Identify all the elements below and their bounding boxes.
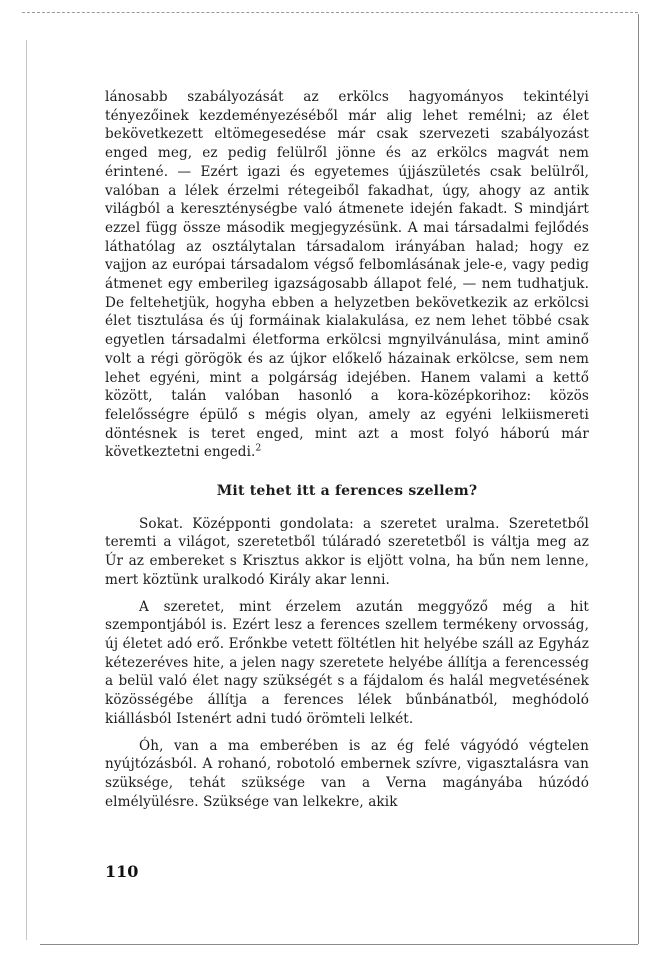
page-edge-right xyxy=(638,14,639,944)
paragraph-2: A szeretet, mint érzelem azután meggyőző még a hit szempontjából is. Ezért lesz a ferences szellem termékeny orvosság, új életet adó erő. Erőnkbe vetett föltétlen hit helyébe száll az Egyház kétezeréves hite, a jelen nagy szeretete helyébe állítja a ferencesség a belül való élet nagy szükségét s a fájdalom és halál megvetésének közösségébe állítja a ferences lélek bűnbánatból, meghódoló kiállásból Istenért adni tudó örömteli lelkét. xyxy=(105,598,589,727)
section-heading: Mit tehet itt a ferences szellem? xyxy=(216,483,478,500)
paragraph-continued xyxy=(105,88,589,462)
page-edge-left xyxy=(26,40,27,940)
body-text xyxy=(105,88,589,811)
footnote-reference: 2 xyxy=(255,443,262,454)
paragraph-3: Óh, van a ma emberében is az ég felé vágyódó végtelen nyújtózásból. A rohanó, robotoló embernek szívre, vigasztalásra van szüksége, tehát szüksége van a Verna magányába húzódó elmélyülésre. Szüksége van lelkekre, akik xyxy=(105,737,589,810)
paragraph-continued-text: lánosabb szabályozását az erkölcs hagyományos tekintélyi tényezőinek kezdeményezéséből már alig lehet remélni; az élet bekövetkezett eltömegesedése már csak szervezeti szabályozást enged meg, ez pedig felülről jönne és az erkölcs magvát nem érintené. — Ezért igazi és egyetemes újjászületés csak belülről, valóban a lélek érzelmi rétegeiből fakadhat, úgy, ahogy az antik világból a kereszténységbe való átmenete idején fakadt. S mindjárt ezzel függ össze második megjegyzésünk. A mai társadalmi fejlődés láthatólag az osztálytalan társadalom irányában halad; hogy ez vajjon az európai társadalom végső felbomlásának jele-e, vagy pedig átmenet egy emberileg igazságosabb állapot felé, — nem tudhatjuk. De feltehetjük, hogyha ebben a helyzetben bekövetkezik az erkölcsi élet tisztulása és új formáinak kialakulása, ez nem lehet többé csak egyetlen társadalmi életforma erkölcsi mgnyilvánulása, mint aminő volt a régi görögök és az újkor előkelő házainak erkölcse, sem nem lehet egyéni, mint a polgárság idejében. Hanem valami a kettő között, talán valóban hasonló a kora-középkorihoz: közös felelősségre épülő s mégis olyan, amely az egyéni lelkiismereti döntésnek is teret enged, mint azt a most folyó háború már következtetni engedi. xyxy=(105,89,589,461)
paragraph-1: Sokat. Középponti gondolata: a szeretet uralma. Szeretetből teremti a világot, szeretetből túláradó szeretetből is váltja meg az Úr az embereket s Krisztus akkor is eljött volna, ha bűn nem lenne, mert köztünk uralkodó Király akar lenni. xyxy=(105,515,589,588)
page-edge-top xyxy=(22,12,638,13)
page-number: 110 xyxy=(105,862,139,881)
page-edge-bottom xyxy=(40,944,638,945)
